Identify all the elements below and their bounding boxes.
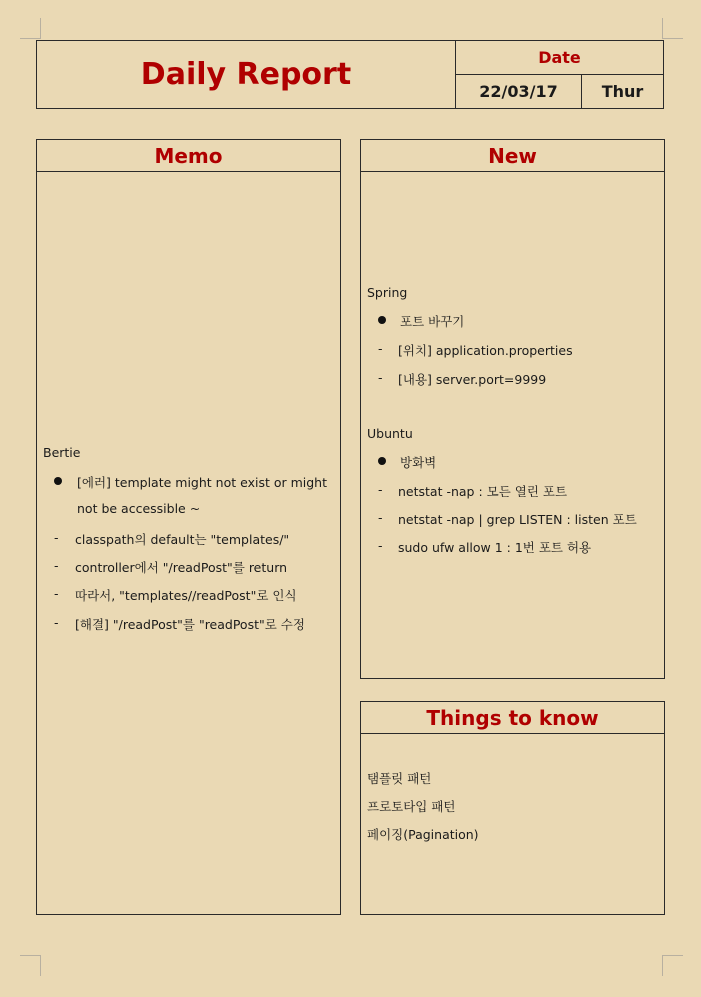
date-block — [456, 41, 663, 108]
bullet-icon — [378, 457, 386, 465]
dash-icon: - — [54, 530, 59, 545]
crop-mark-top-left — [20, 18, 41, 39]
memo-item-1[interactable]: classpath의 default는 "templates/" — [75, 532, 290, 547]
new-section-spring[interactable]: Spring — [367, 285, 408, 300]
spring-item-1[interactable]: [위치] application.properties — [398, 343, 573, 358]
know-item-2[interactable]: 프로토타입 패턴 — [367, 799, 456, 814]
know-item-3[interactable]: 페이징(Pagination) — [367, 827, 479, 842]
dash-icon: - — [378, 538, 383, 553]
memo-item-2[interactable]: controller에서 "/readPost"를 return — [75, 560, 288, 575]
day-value[interactable]: Thur — [601, 82, 644, 101]
new-section-ubuntu[interactable]: Ubuntu — [367, 426, 413, 441]
dash-icon: - — [54, 586, 59, 601]
dash-icon: - — [54, 615, 59, 630]
bullet-icon — [54, 477, 62, 485]
dash-icon: - — [54, 558, 59, 573]
memo-panel — [36, 139, 341, 915]
date-value[interactable]: 22/03/17 — [456, 75, 582, 108]
memo-section-bertie[interactable]: Bertie — [43, 445, 81, 460]
dash-icon: - — [378, 341, 383, 356]
crop-mark-top-right — [662, 18, 683, 39]
memo-title[interactable]: Memo — [37, 140, 340, 172]
dash-icon: - — [378, 482, 383, 497]
know-item-1[interactable]: 탬플릿 패턴 — [367, 771, 432, 786]
date-label[interactable]: Date — [456, 41, 663, 75]
new-panel — [360, 139, 665, 679]
memo-bullet-line1[interactable]: [에러] template might not exist or might — [77, 475, 327, 490]
new-title[interactable]: New — [361, 140, 664, 172]
bullet-icon — [378, 316, 386, 324]
memo-bullet-line2[interactable]: not be accessible ~ — [77, 501, 201, 516]
dash-icon: - — [378, 510, 383, 525]
spring-bullet[interactable]: 포트 바꾸기 — [400, 314, 465, 329]
crop-mark-bottom-right — [662, 955, 683, 976]
things-to-know-title[interactable]: Things to know — [361, 702, 664, 734]
memo-item-3[interactable]: 따라서, "templates//readPost"로 인식 — [75, 588, 297, 603]
ubuntu-item-2[interactable]: netstat -nap | grep LISTEN : listen 포트 — [398, 512, 637, 527]
ubuntu-item-1[interactable]: netstat -nap : 모든 열린 포트 — [398, 484, 568, 499]
page-title[interactable]: Daily Report — [37, 41, 456, 108]
ubuntu-item-3[interactable]: sudo ufw allow 1 : 1번 포트 허용 — [398, 540, 592, 555]
memo-item-4[interactable]: [해결] "/readPost"를 "readPost"로 수정 — [75, 617, 305, 632]
date-row — [456, 75, 663, 108]
dash-icon: - — [378, 370, 383, 385]
spring-item-2[interactable]: [내용] server.port=9999 — [398, 372, 547, 387]
report-header — [36, 40, 664, 109]
crop-mark-bottom-left — [20, 955, 41, 976]
ubuntu-bullet[interactable]: 방화벽 — [400, 455, 437, 470]
